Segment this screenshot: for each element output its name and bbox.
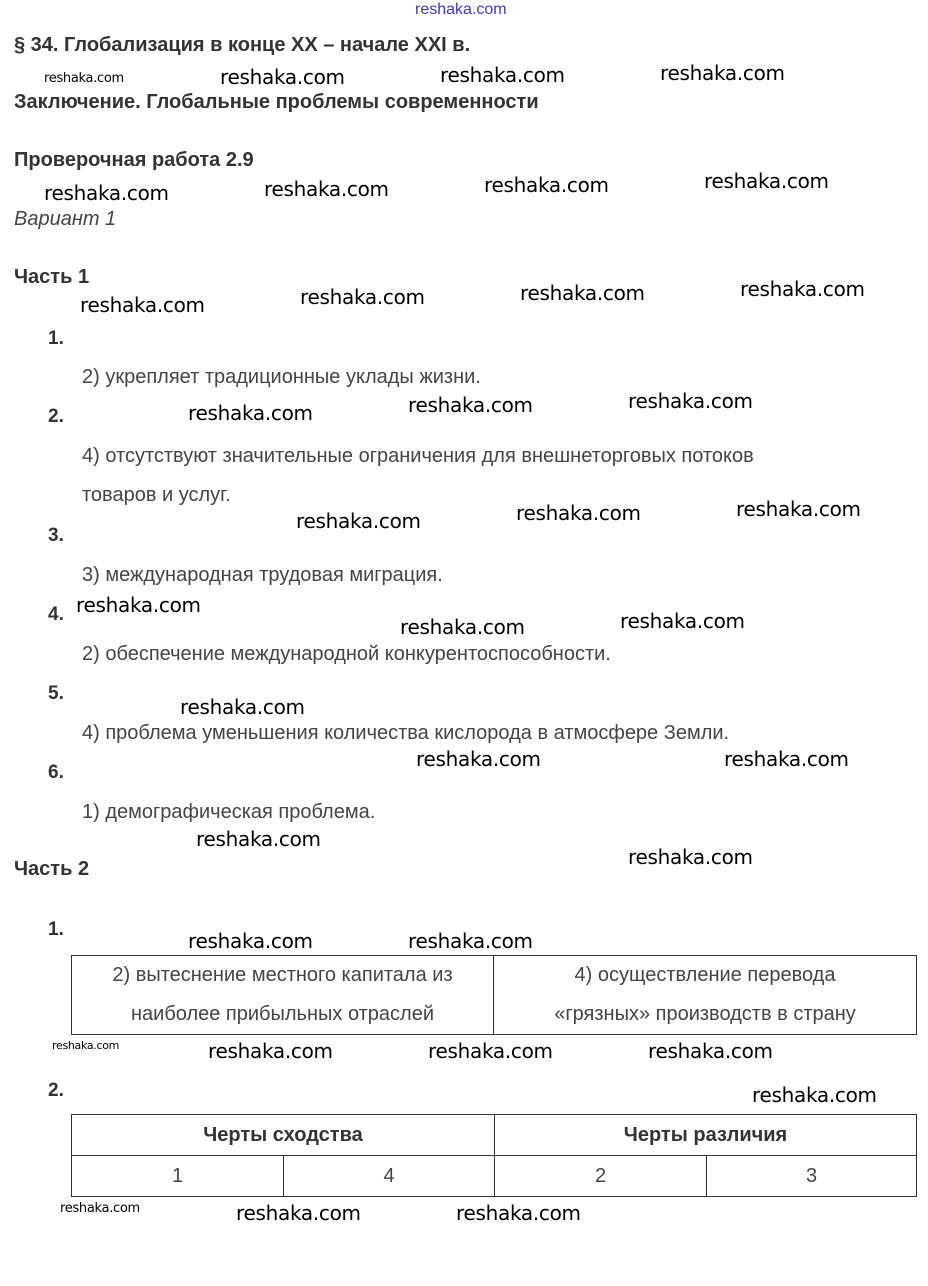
answer: 2) укрепляет традиционные уклады жизни. bbox=[82, 366, 481, 388]
question-number: 2. bbox=[48, 1080, 64, 1101]
watermark: reshaka.com bbox=[296, 509, 421, 533]
watermark: reshaka.com bbox=[724, 747, 849, 771]
watermark: reshaka.com bbox=[440, 63, 565, 87]
watermark: reshaka.com bbox=[52, 1039, 120, 1052]
watermark: reshaka.com bbox=[408, 929, 533, 953]
header-differences: Черты различия bbox=[495, 1115, 917, 1156]
watermark: reshaka.com bbox=[752, 1083, 877, 1107]
watermark: reshaka.com bbox=[236, 1201, 361, 1225]
watermark: reshaka.com bbox=[208, 1039, 333, 1063]
cell-line: «грязных» производств в страну bbox=[554, 1003, 856, 1025]
answer-table-2 bbox=[71, 1114, 917, 1197]
question-number: 4. bbox=[48, 604, 64, 625]
answer: 3) международная трудовая миграция. bbox=[82, 564, 443, 586]
question-number: 6. bbox=[48, 762, 64, 783]
watermark: reshaka.com bbox=[60, 1201, 140, 1216]
watermark: reshaka.com bbox=[300, 285, 425, 309]
question-number: 1. bbox=[48, 328, 64, 349]
table-cell: 3 bbox=[707, 1156, 917, 1197]
watermark: reshaka.com bbox=[628, 845, 753, 869]
table-cell bbox=[72, 956, 494, 1035]
table-cell: 1 bbox=[72, 1156, 284, 1197]
subtitle: Заключение. Глобальные проблемы современности bbox=[14, 91, 539, 113]
watermark: reshaka.com bbox=[180, 695, 305, 719]
answer: 4) проблема уменьшения количества кислорода в атмосфере Земли. bbox=[82, 722, 730, 744]
watermark: reshaka.com bbox=[44, 181, 169, 205]
site-watermark-top: reshaka.com bbox=[415, 1, 507, 18]
answer: 4) отсутствуют значительные ограничения для внешнеторговых потоков bbox=[82, 445, 754, 467]
watermark: reshaka.com bbox=[740, 277, 865, 301]
part2-title: Часть 2 bbox=[14, 858, 90, 880]
watermark: reshaka.com bbox=[660, 61, 785, 85]
watermark: reshaka.com bbox=[516, 501, 641, 525]
cell-line: наиболее прибыльных отраслей bbox=[130, 1003, 435, 1025]
watermark: reshaka.com bbox=[44, 71, 124, 86]
watermark: reshaka.com bbox=[520, 281, 645, 305]
answer-table-1 bbox=[71, 955, 917, 1035]
watermark: reshaka.com bbox=[408, 393, 533, 417]
question-number: 3. bbox=[48, 525, 64, 546]
header-similarities: Черты сходства bbox=[72, 1115, 495, 1156]
watermark: reshaka.com bbox=[196, 827, 321, 851]
table-cell: 2 bbox=[495, 1156, 707, 1197]
question-number: 2. bbox=[48, 406, 64, 427]
watermark: reshaka.com bbox=[80, 293, 205, 317]
watermark: reshaka.com bbox=[484, 173, 609, 197]
cell-line: 4) осуществление перевода bbox=[574, 964, 836, 986]
question-number: 1. bbox=[48, 919, 64, 940]
watermark: reshaka.com bbox=[456, 1201, 581, 1225]
watermark: reshaka.com bbox=[188, 401, 313, 425]
work-title: Проверочная работа 2.9 bbox=[14, 149, 254, 171]
watermark: reshaka.com bbox=[648, 1039, 773, 1063]
answer: 1) демографическая проблема. bbox=[82, 801, 376, 823]
answer-continued: товаров и услуг. bbox=[82, 484, 231, 506]
watermark: reshaka.com bbox=[620, 609, 745, 633]
cell-line: 2) вытеснение местного капитала из bbox=[112, 964, 453, 986]
watermark: reshaka.com bbox=[76, 593, 201, 617]
question-number: 5. bbox=[48, 683, 64, 704]
watermark: reshaka.com bbox=[416, 747, 541, 771]
table-cell bbox=[494, 956, 917, 1035]
watermark: reshaka.com bbox=[264, 177, 389, 201]
watermark: reshaka.com bbox=[704, 169, 829, 193]
variant-label: Вариант 1 bbox=[14, 208, 117, 230]
watermark: reshaka.com bbox=[628, 389, 753, 413]
watermark: reshaka.com bbox=[220, 65, 345, 89]
part1-title: Часть 1 bbox=[14, 266, 90, 288]
section-title: § 34. Глобализация в конце XX – начале XXI в. bbox=[14, 34, 471, 56]
answer: 2) обеспечение международной конкурентоспособности. bbox=[82, 643, 611, 665]
watermark: reshaka.com bbox=[400, 615, 525, 639]
watermark: reshaka.com bbox=[188, 929, 313, 953]
watermark: reshaka.com bbox=[736, 497, 861, 521]
watermark: reshaka.com bbox=[428, 1039, 553, 1063]
table-cell: 4 bbox=[284, 1156, 495, 1197]
